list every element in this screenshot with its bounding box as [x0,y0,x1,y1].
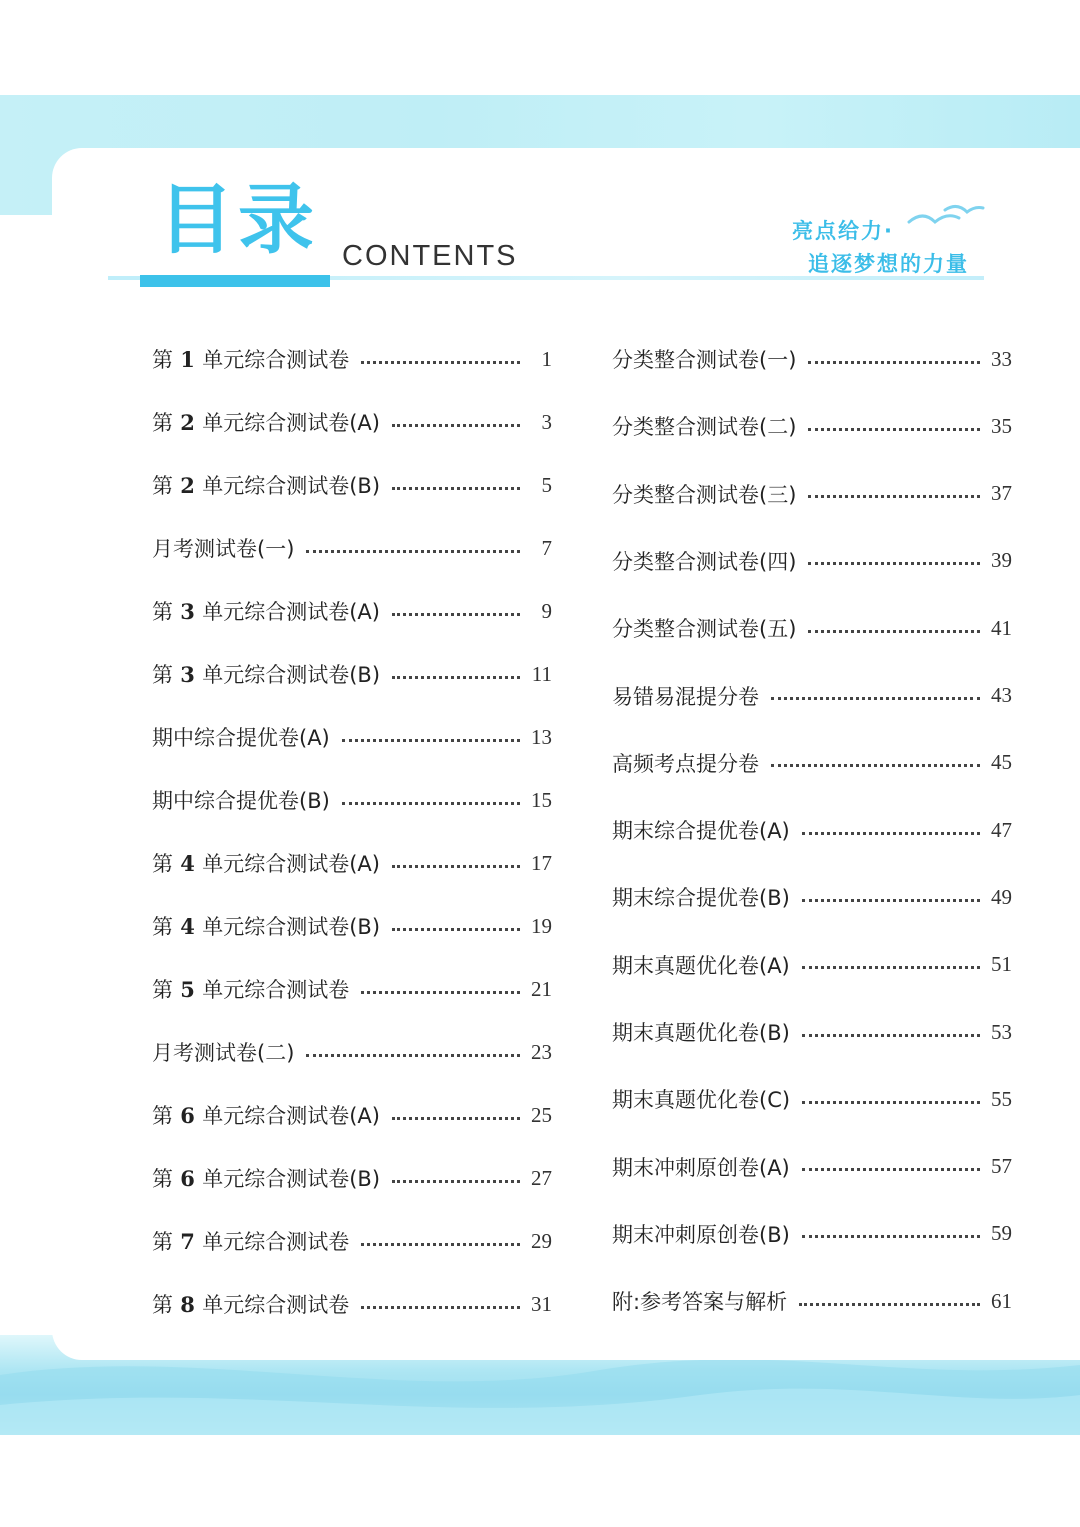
toc-entry[interactable] [152,591,552,631]
toc-entry-title-prefix: 月考测试卷(一) [152,537,295,561]
toc-entry[interactable] [152,969,552,1009]
toc-entry[interactable] [152,339,552,379]
toc-leader-dots [802,964,980,969]
toc-page-number: 29 [531,1228,552,1253]
toc-entry-title [152,533,294,563]
toc-leader-dots [808,359,980,364]
toc-entry-title-prefix: 第 [152,852,173,876]
toc-entry[interactable] [612,1214,1012,1254]
toc-entry-title [612,1219,790,1249]
toc-entry-title-prefix: 第 [152,1230,173,1254]
toc-entry-title-prefix: 易错易混提分卷 [612,684,759,709]
toc-entry-title [612,950,790,980]
toc-entry-title-prefix: 分类整合测试卷(四) [612,549,797,574]
toc-leader-dots [802,1233,980,1238]
toc-entry-title [152,470,380,500]
toc-entry-title [152,407,380,437]
toc-leader-dots [306,548,520,553]
toc-entry-unit-number: 3 [173,662,203,687]
toc-entry-title-prefix: 第 [152,474,173,498]
toc-entry-title-suffix: 单元综合测试卷(B) [202,663,381,687]
toc-entry-title [152,344,349,374]
toc-entry-title [612,748,759,778]
slogan-line-2: 追逐梦想的力量 [808,252,969,276]
toc-entry-unit-number: 4 [173,914,203,939]
toc-entry[interactable] [152,717,552,757]
toc-page-number: 35 [991,413,1012,438]
toc-entry-title-prefix: 分类整合测试卷(五) [612,617,797,642]
toc-page-number: 31 [531,1291,552,1316]
toc-page-number: 61 [991,1288,1012,1313]
toc-entry-title-prefix: 期末真题优化卷(B) [612,1021,790,1045]
toc-entry-title [152,596,380,626]
toc-entry[interactable] [612,743,1012,783]
toc-leader-dots [342,800,520,805]
toc-entry-title-suffix: 单元综合测试卷 [202,348,350,372]
toc-page-number: 33 [991,346,1012,371]
toc-page-number: 23 [531,1039,552,1064]
toc-entry-title-suffix: 单元综合测试卷(A) [202,852,380,876]
toc-page-number: 5 [541,472,552,497]
toc-page-number: 59 [991,1221,1012,1246]
toc-leader-dots [306,1052,520,1057]
toc-entry-unit-number: 8 [173,1292,203,1317]
toc-page-number: 1 [541,346,552,371]
toc-page-number: 21 [531,976,552,1001]
toc-page-number: 27 [531,1165,552,1190]
toc-page-number: 49 [991,884,1012,909]
toc-entry-title [612,344,796,374]
toc-entry-title-prefix: 第 [152,348,173,372]
toc-entry[interactable] [152,654,552,694]
toc-entry-title [152,1100,380,1130]
toc-page-number: 51 [991,952,1012,977]
toc-entry[interactable] [612,474,1012,514]
toc-entry-title [612,1017,790,1047]
page-title: 目录 [158,175,318,264]
toc-entry-unit-number: 2 [173,473,203,498]
toc-page-number: 53 [991,1019,1012,1044]
toc-entry-title-prefix: 分类整合测试卷(一) [612,348,797,372]
toc-entry-title [612,1152,790,1182]
toc-entry[interactable] [152,843,552,883]
seagull-icon [905,200,985,240]
toc-page-number: 39 [991,548,1012,573]
toc-entry-title-prefix: 期末综合提优卷(A) [612,819,790,844]
toc-leader-dots [392,422,520,427]
toc-entry-title [152,848,380,878]
toc-leader-dots [392,863,520,868]
toc-page-number: 7 [541,535,552,560]
toc-entry-title [152,1226,349,1256]
toc-entry-unit-number: 5 [173,977,203,1002]
toc-page-number: 37 [991,481,1012,506]
toc-entry-title-suffix: 单元综合测试卷 [202,1293,350,1317]
toc-page-number: 25 [531,1102,552,1127]
toc-entry[interactable] [152,1284,552,1324]
toc-leader-dots [802,1099,980,1104]
toc-entry-title-prefix: 期末冲刺原创卷(B) [612,1222,790,1247]
toc-entry-title-prefix: 分类整合测试卷(二) [612,415,797,440]
toc-leader-dots [808,628,980,633]
toc-entry-title-prefix: 第 [152,1104,173,1128]
toc-entry-title [612,1286,787,1316]
toc-leader-dots [361,989,520,994]
title-accent-bar [140,275,330,287]
toc-entry-title [152,1163,380,1193]
toc-entry[interactable] [152,1095,552,1135]
toc-page-number: 47 [991,817,1012,842]
toc-page-number: 19 [531,913,552,938]
toc-entry-title [152,659,380,689]
toc-leader-dots [802,830,980,835]
toc-entry-title [152,722,330,752]
toc-entry[interactable] [612,676,1012,716]
page-subtitle: CONTENTS [342,240,518,272]
toc-entry-title-prefix: 期末综合提优卷(B) [612,886,790,911]
toc-entry[interactable] [612,406,1012,446]
toc-page-number: 11 [531,661,552,686]
toc-leader-dots [808,426,980,431]
toc-leader-dots [802,1032,980,1037]
toc-entry-title-prefix: 高频考点提分卷 [612,751,759,776]
toc-entry-title-prefix: 第 [152,978,173,1002]
toc-leader-dots [771,762,980,767]
toc-entry[interactable] [152,1158,552,1198]
toc-leader-dots [361,1304,520,1309]
toc-leader-dots [361,1241,520,1246]
toc-entry-title [152,911,380,941]
toc-entry-title-prefix: 期中综合提优卷(B) [152,789,330,813]
toc-entry-unit-number: 7 [173,1229,203,1254]
toc-page-number: 9 [541,598,552,623]
toc-leader-dots [392,926,520,931]
toc-page-number: 3 [541,409,552,434]
toc-entry-unit-number: 6 [173,1166,203,1191]
toc-entry-title [612,815,790,845]
toc-entry-title [612,411,796,441]
toc-page-number: 15 [531,787,552,812]
toc-entry-title-prefix: 第 [152,1167,173,1191]
toc-leader-dots [361,359,520,364]
toc-entry[interactable] [612,608,1012,648]
toc-leader-dots [392,1178,520,1183]
toc-entry-title-prefix: 第 [152,915,173,939]
toc-page-number: 55 [991,1086,1012,1111]
toc-entry[interactable] [612,945,1012,985]
toc-leader-dots [392,1115,520,1120]
toc-entry-title [612,613,796,643]
toc-entry-title-suffix: 单元综合测试卷(A) [202,600,380,624]
toc-page-number: 17 [531,850,552,875]
toc-entry-title-prefix: 附:参考答案与解析 [612,1290,788,1315]
toc-page-number: 13 [531,724,552,749]
toc-entry[interactable] [152,780,552,820]
toc-entry-unit-number: 6 [173,1103,203,1128]
toc-entry-title-prefix: 第 [152,600,173,624]
toc-leader-dots [342,737,520,742]
toc-entry[interactable] [612,1012,1012,1052]
slogan-line-1: 亮点给力· [792,219,894,243]
toc-entry[interactable] [612,810,1012,850]
toc-entry-title [152,785,330,815]
toc-entry-title-suffix: 单元综合测试卷(B) [202,474,381,498]
toc-entry[interactable] [152,1032,552,1072]
toc-entry-title-suffix: 单元综合测试卷(A) [202,411,380,435]
toc-page-number: 43 [991,683,1012,707]
toc-leader-dots [392,611,520,616]
toc-leader-dots [808,493,980,498]
toc-entry-title-prefix: 第 [152,411,173,435]
toc-leader-dots [799,1301,980,1306]
toc-entry-title-prefix: 第 [152,1293,173,1317]
toc-entry-title-prefix: 期末真题优化卷(A) [612,953,790,978]
toc-entry-title [612,546,796,576]
toc-entry-title [612,479,796,509]
toc-entry-title [152,1289,349,1319]
toc-entry[interactable] [152,402,552,442]
toc-leader-dots [392,674,520,679]
toc-leader-dots [802,1166,980,1171]
toc-entry-title-suffix: 单元综合测试卷 [202,978,350,1002]
toc-page-number: 41 [991,615,1012,640]
toc-entry-title-suffix: 单元综合测试卷 [202,1230,350,1254]
toc-entry-unit-number: 1 [173,347,203,372]
toc-entry-title [612,1084,790,1114]
toc-entry-title-suffix: 单元综合测试卷(B) [202,915,381,939]
toc-entry-title-prefix: 第 [152,663,173,687]
toc-page-number: 57 [991,1154,1012,1179]
toc-entry[interactable] [152,465,552,505]
toc-entry-title-prefix: 期末真题优化卷(C) [612,1088,791,1113]
toc-entry-title [152,1037,294,1067]
toc-entry-title-prefix: 期中综合提优卷(A) [152,726,330,750]
toc-entry-title-prefix: 期末冲刺原创卷(A) [612,1155,790,1180]
toc-entry-title-prefix: 月考测试卷(二) [152,1041,295,1065]
toc-entry-title [152,974,349,1004]
toc-entry[interactable] [612,339,1012,379]
toc-entry-unit-number: 2 [173,410,203,435]
toc-entry-unit-number: 3 [173,599,203,624]
toc-entry[interactable] [612,1281,1012,1321]
toc-leader-dots [392,485,520,490]
toc-entry-title-prefix: 分类整合测试卷(三) [612,482,797,507]
toc-entry[interactable] [612,541,1012,581]
toc-entry[interactable] [612,1147,1012,1187]
toc-leader-dots [771,695,980,700]
toc-entry-title [612,681,759,711]
toc-entry-title-suffix: 单元综合测试卷(A) [202,1104,380,1128]
toc-entry[interactable] [152,528,552,568]
toc-entry-title [612,882,790,912]
toc-page-number: 45 [991,750,1012,775]
toc-leader-dots [808,560,980,565]
toc-entry[interactable] [612,1079,1012,1119]
toc-entry[interactable] [612,877,1012,917]
toc-entry-title-suffix: 单元综合测试卷(B) [202,1167,381,1191]
toc-entry[interactable] [152,906,552,946]
toc-entry[interactable] [152,1221,552,1261]
toc-entry-unit-number: 4 [173,851,203,876]
toc-leader-dots [802,897,980,902]
